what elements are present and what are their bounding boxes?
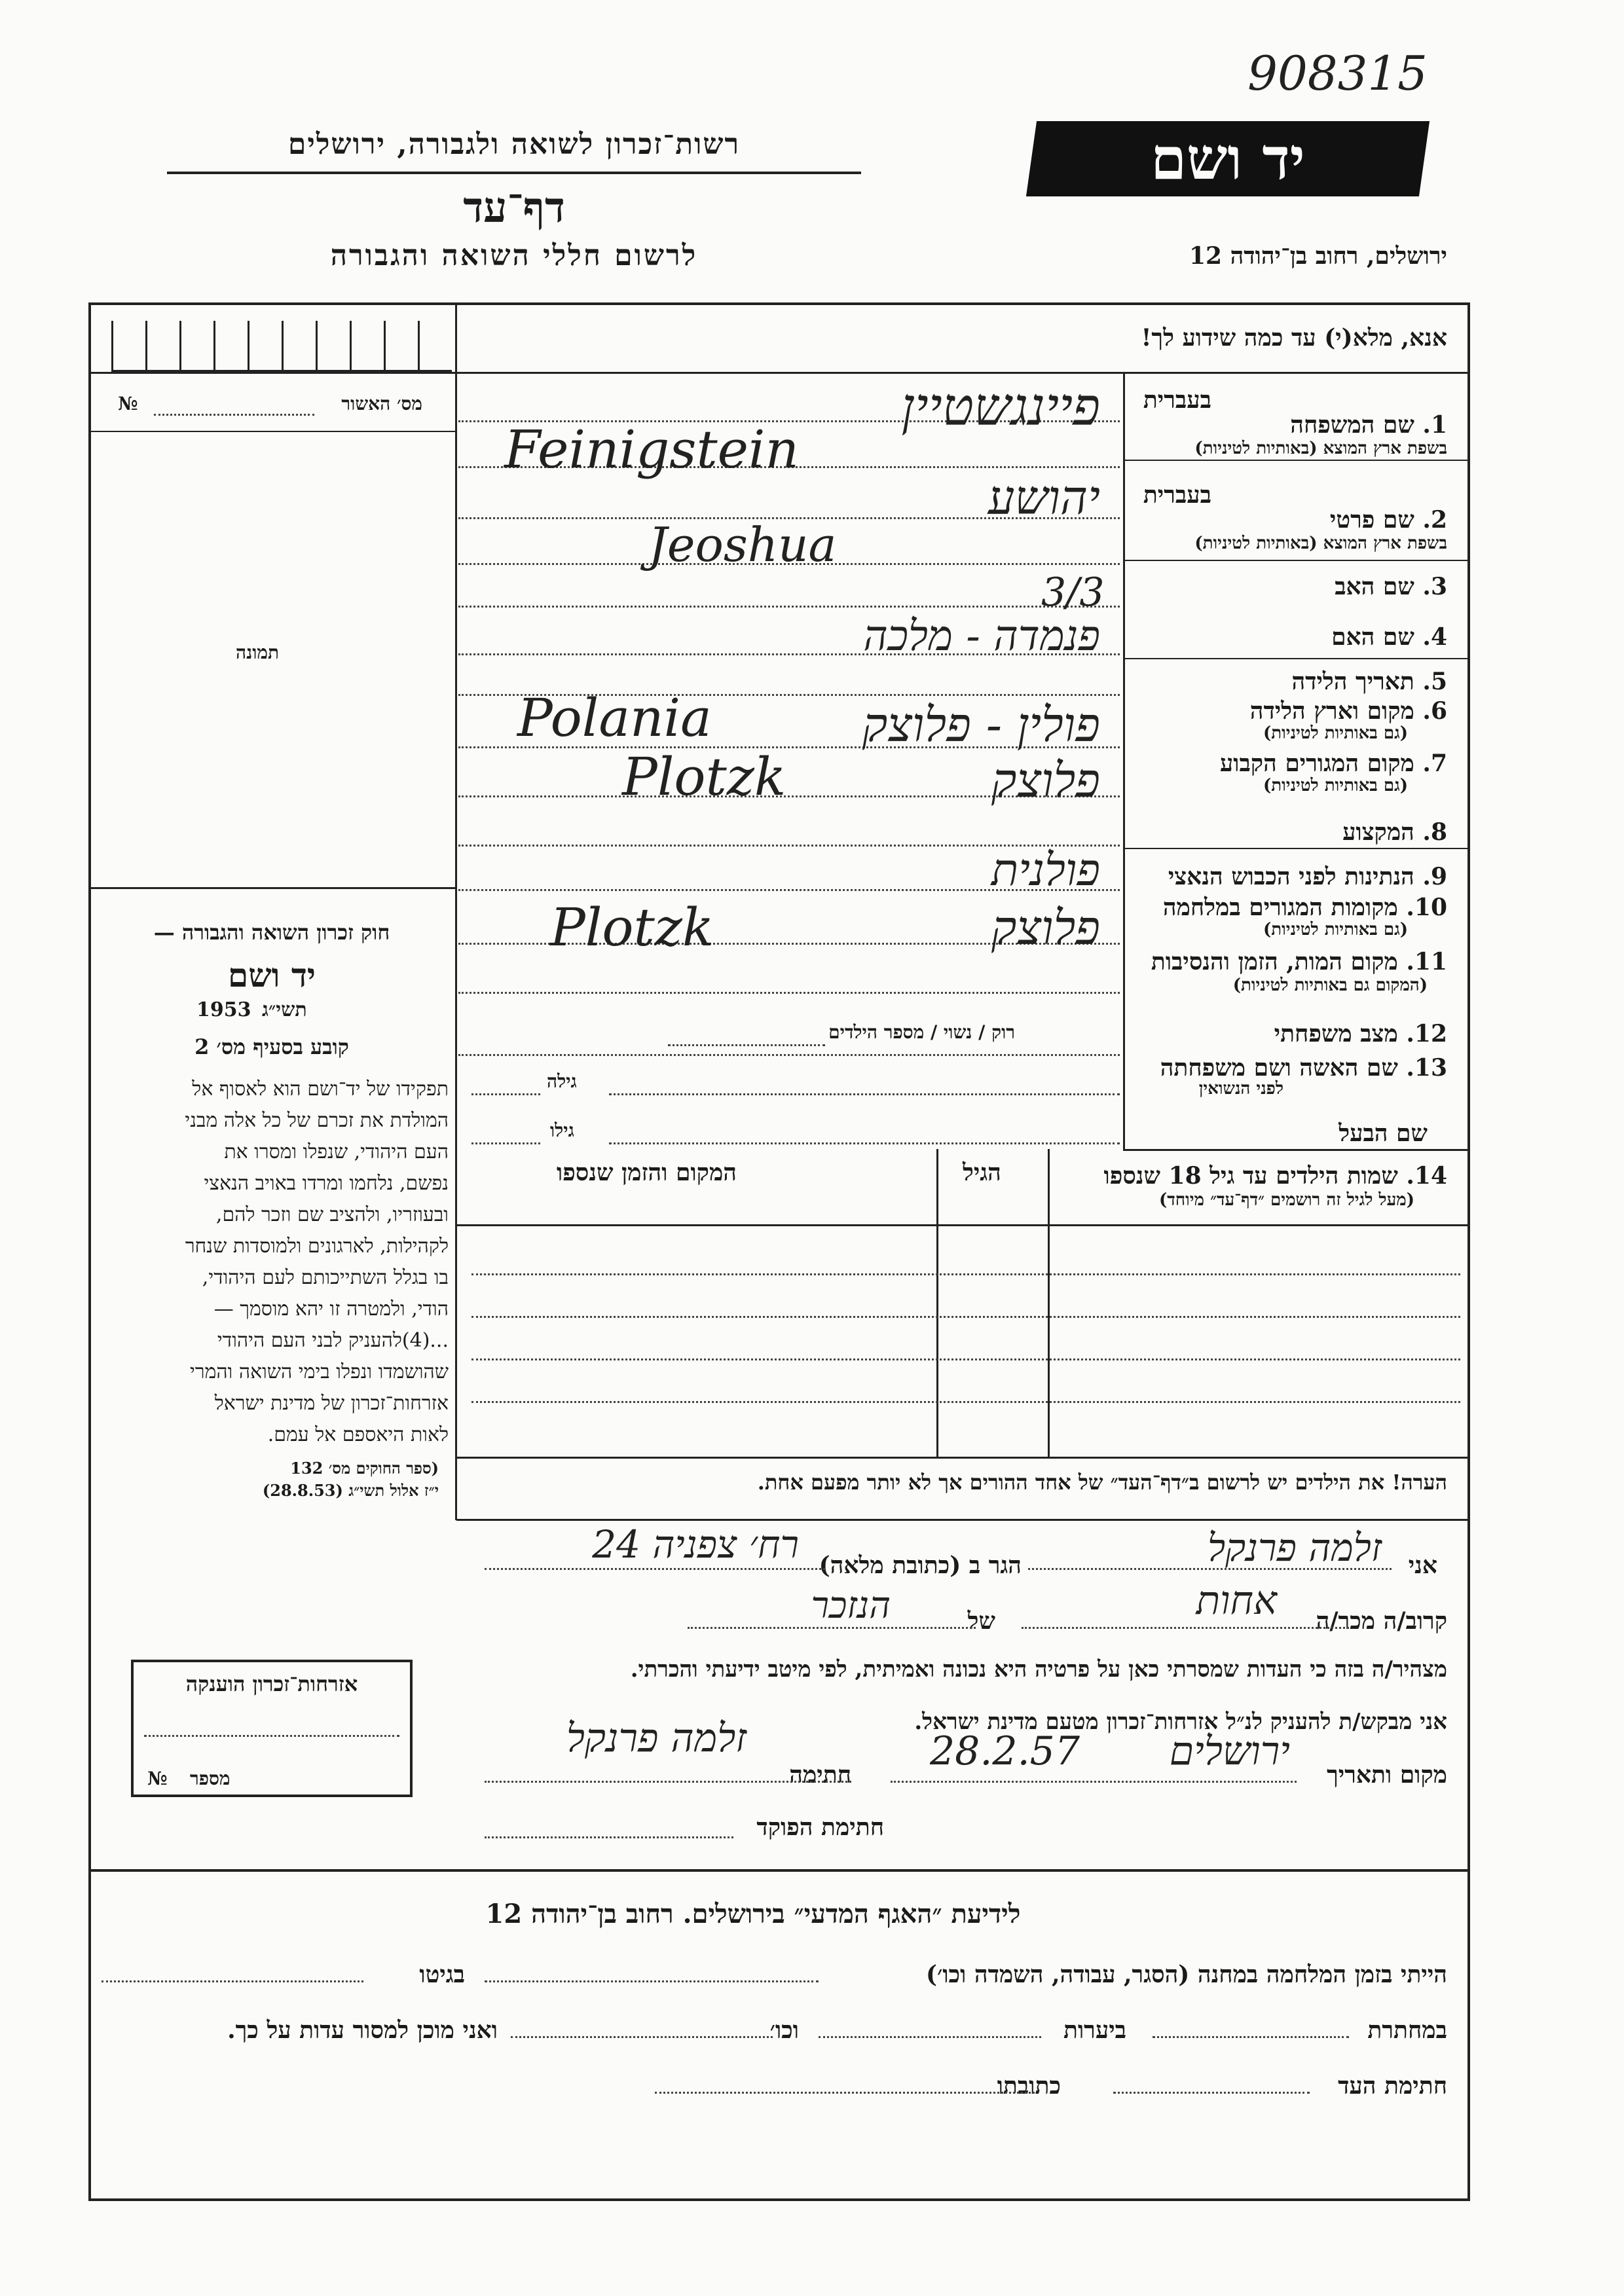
- bottom-line-2-fill-2: [819, 2036, 1041, 2038]
- field-11-sub: (המקום גם באותיות לטיניות): [1232, 975, 1428, 995]
- row-rule: [1123, 560, 1470, 561]
- relation-line: [1022, 1627, 1349, 1629]
- bottom-line-2b: ביערות: [1063, 2016, 1126, 2044]
- note-rule: [456, 1519, 1470, 1521]
- law-body: [95, 1074, 449, 1451]
- header-authority: רשות־זכרון לשואה ולגבורה, ירושלים: [287, 128, 741, 161]
- bottom-line-2-fill-3: [511, 2036, 773, 2038]
- field-11-line: [458, 992, 1120, 994]
- in-hebrew-1: בעברית: [1143, 386, 1211, 414]
- law-ref-2: י״ז אלול תשי״ג (28.8.53): [262, 1481, 439, 1500]
- certificate-no-label: מס׳ האשור: [341, 393, 422, 414]
- field-13-line: [609, 1093, 1120, 1095]
- of-line: [688, 1627, 976, 1629]
- children-line: [471, 1273, 1460, 1275]
- husband-line: [609, 1142, 1120, 1144]
- husband-age-label: גילו: [550, 1120, 574, 1141]
- note-text: הערה! את הילדים יש לרשום ב״דף־העד״ של אחד ההורים אך לא יותר מפעם אחת.: [757, 1470, 1447, 1495]
- field-8-label: 8. המקצוע: [1342, 818, 1447, 846]
- field-1-heb-value: פיינגשטיין: [901, 376, 1100, 437]
- bottom-line-2c: וכו׳: [769, 2016, 799, 2044]
- law-line: המולדת את זכרם של כל אלה מבני: [185, 1109, 449, 1132]
- husband-age-line: [471, 1142, 540, 1144]
- bottom-line-1b: בגיטו: [419, 1961, 465, 1988]
- field-12-rule: [458, 1054, 1120, 1056]
- of-value: הנזכר: [811, 1584, 891, 1627]
- declarant-name: זלמה פרנקל: [1207, 1525, 1382, 1570]
- in-hebrew-2: בעברית: [1143, 481, 1211, 509]
- law-line: העם היהודי, שנפלו ומסרו את: [224, 1140, 449, 1163]
- bottom-line-3b: כתובתו: [997, 2072, 1061, 2100]
- yad-vashem-logo: [1026, 121, 1430, 196]
- official-signature-line: [485, 1836, 733, 1838]
- field-5-label: 5. תאריך הלידה: [1291, 668, 1447, 695]
- relation-value: אחות: [1196, 1578, 1277, 1624]
- husband-label: שם הבעל: [1338, 1120, 1428, 1147]
- law-line: אזרחות־זכרון של מדינת ישראל: [214, 1392, 449, 1415]
- field-6-lat-value: Polania: [517, 687, 712, 748]
- certificate-no-line: [154, 414, 314, 416]
- declarant-address: רח׳ צפניה 24: [592, 1522, 799, 1567]
- field-13-age-line: [471, 1093, 540, 1095]
- place-date-label: מקום ותאריך: [1327, 1761, 1447, 1789]
- law-year-heb: תשי״ג: [262, 998, 307, 1021]
- field-10-heb-value: פלוצק: [991, 900, 1100, 955]
- form-title: דף־עד: [463, 183, 565, 232]
- declarant-prefix: אני: [1408, 1552, 1437, 1579]
- intro-rule: [88, 372, 1470, 374]
- bottom-line-2d: ואני מוכן למסור עדות על כך.: [227, 2016, 498, 2044]
- bottom-line-2a: במחתרת: [1367, 2016, 1447, 2044]
- tick-boxes: [111, 321, 452, 372]
- citizenship-line: [144, 1735, 399, 1737]
- field-1-sub: בשפת ארץ המוצא (באותיות לטיניות): [1194, 439, 1447, 458]
- bottom-line-3-fill-2: [655, 2092, 1035, 2094]
- place-date-line: [891, 1781, 1297, 1783]
- field-13-age-label: גילה: [547, 1070, 577, 1092]
- bottom-line-3a: חתימת העד: [1338, 2072, 1447, 2100]
- field-11-label: 11. מקום המות, הזמן והנסיבות: [1151, 948, 1447, 975]
- law-line: תפקידו של יד־ושם הוא לאסוף אל: [192, 1078, 449, 1101]
- row-rule: [1123, 848, 1470, 849]
- field-7-sub: (גם באותיות לטיניות): [1263, 776, 1408, 795]
- field-6-label: 6. מקום וארץ הלידה: [1249, 697, 1447, 725]
- law-line: ...(4)להעניק לבני העם היהודי: [217, 1329, 449, 1352]
- field-3-label: 3. שם האב: [1335, 573, 1447, 600]
- certificate-no-sign: №: [118, 393, 138, 414]
- field-10-lat-value: Plotzk: [550, 897, 714, 958]
- official-signature-label: חתימת הפוקד: [756, 1813, 884, 1841]
- declarant-address-line: [485, 1568, 825, 1570]
- row-rule: [1123, 658, 1470, 659]
- law-line: לאות היאספם אל עמם.: [267, 1423, 449, 1446]
- bottom-line-1-fill: [485, 1980, 819, 1982]
- field-9-value: פולנית: [991, 845, 1100, 896]
- law-line: נפשם, נלחמו ומרדו באויב הנאצי: [204, 1172, 449, 1195]
- field-3-line: [458, 606, 1120, 608]
- field-1-label: 1. שם המשפחה: [1290, 411, 1447, 439]
- form-subtitle: לרשום חללי השואה והגבורה: [330, 239, 698, 272]
- certificate-rule: [88, 431, 456, 432]
- field-13-label: 13. שם האשה ושם משפחתה: [1160, 1054, 1447, 1082]
- relation-label: קרוב/ה מכר/ה: [1316, 1607, 1447, 1635]
- citizenship-number-sign: №: [147, 1768, 168, 1789]
- children-line: [471, 1401, 1460, 1403]
- place-value: ירושלים: [1169, 1728, 1290, 1774]
- field-2-heb-value: יהושע: [987, 470, 1100, 525]
- field-9-label: 9. הנתינות לפני הכבוש הנאצי: [1168, 863, 1447, 890]
- citizenship-title: אזרחות־זכרון הוענקה: [185, 1671, 358, 1696]
- declaration-text: מצהיר/ה בזה כי העדות שמסרתי כאן על פרטיה היא נכונה ואמיתית, לפי מיטב ידיעתי והכרתי.: [630, 1656, 1447, 1683]
- children-col-divider: [1048, 1149, 1050, 1457]
- citizenship-box: [131, 1660, 413, 1797]
- children-col-divider: [936, 1149, 938, 1457]
- field-3-value: 3/3: [1041, 570, 1105, 615]
- field-2-sub: בשפת ארץ המוצא (באותיות לטיניות): [1194, 534, 1447, 553]
- field-7-heb-value: פלוצק: [991, 753, 1100, 808]
- field-2-label: 2. שם פרטי: [1329, 506, 1447, 534]
- children-col-age: הגיל: [963, 1159, 1001, 1186]
- bottom-rule: [88, 1869, 1470, 1872]
- date-value: 28.2.57: [930, 1728, 1080, 1774]
- archive-number: 908315: [1247, 46, 1428, 101]
- law-line: הודי, ולמטרה זו יהא מוסמך —: [213, 1298, 449, 1321]
- children-sub: (מעל לגיל זה רושמים ״דף־עד״ מיוחד): [1158, 1190, 1414, 1210]
- signature-value: זלמה פרנקל: [566, 1715, 747, 1761]
- children-line: [471, 1358, 1460, 1360]
- header-rule: [167, 172, 861, 174]
- field-13-sub: לפני הנשואין: [1198, 1079, 1283, 1099]
- field-10-sub: (גם באותיות לטיניות): [1263, 920, 1408, 939]
- photo-rule: [88, 887, 456, 889]
- field-12-value: רוק / נשוי / מספר הילדים: [828, 1021, 1015, 1043]
- field-12-label: 12. מצב משפחתי: [1274, 1020, 1447, 1048]
- bottom-line-2-fill: [1153, 2036, 1349, 2038]
- header-address: ירושלים, רחוב בן־יהודה 12: [1189, 242, 1447, 270]
- law-line: לקהילות, לארגונים ולמוסדות שנחר: [185, 1235, 449, 1258]
- citizenship-number-label: מספר: [190, 1768, 231, 1789]
- law-line: שהושמדו ונפלו בימי השואה והמרי: [189, 1360, 449, 1383]
- law-year: 1953: [196, 998, 251, 1021]
- declarant-address-label: הגר ב (כתובת מלאה): [819, 1552, 1022, 1579]
- field-7-label: 7. מקום המגורים הקבוע: [1219, 750, 1447, 777]
- law-line: ובעוזריו, ולהציב שם וזכר להם,: [215, 1203, 449, 1226]
- law-name: יד ושם: [228, 956, 316, 994]
- field-6-heb-value: פולין - פלוצק: [862, 697, 1100, 752]
- law-ref-1: (ספר החוקים מס׳ 132: [290, 1459, 439, 1478]
- law-line: בו בגלל השתייכותם לעם היהודי,: [202, 1266, 449, 1289]
- signature-label: חתימה: [789, 1761, 851, 1789]
- field-4-label: 4. שם האם: [1331, 623, 1447, 651]
- field-6-sub: (גם באותיות לטיניות): [1263, 723, 1408, 743]
- field-10-label: 10. מקומות המגורים במלחמה: [1162, 894, 1447, 921]
- children-label: 14. שמות הילדים עד גיל 18 שנספו: [1103, 1162, 1447, 1190]
- children-col-place: המקום והזמן שנספו: [557, 1159, 737, 1186]
- field-4-value: פנמדה - מלכה: [863, 612, 1100, 661]
- labels-column-divider: [1123, 373, 1125, 1149]
- field-2-lat-value: Jeoshua: [648, 517, 837, 572]
- request-text: אני מבקש/ת להעניק לנ״ל אזרחות־זכרון מטעם מדינת ישראל.: [914, 1709, 1447, 1735]
- row-rule: [1123, 460, 1470, 461]
- photo-label: תמונה: [236, 642, 280, 663]
- law-title: חוק זכרון השואה והגבורה —: [153, 920, 390, 945]
- children-line: [471, 1316, 1460, 1318]
- signature-line: [485, 1781, 851, 1783]
- children-header-rule: [456, 1224, 1470, 1226]
- intro-line: אנא, מלא(י) עד כמה שידוע לך!: [1141, 324, 1447, 352]
- field-12-line: [668, 1044, 825, 1046]
- of-label: של: [967, 1607, 995, 1635]
- bottom-line-3-fill: [1113, 2092, 1310, 2094]
- field-7-lat-value: Plotzk: [622, 746, 786, 807]
- logo-text: יד ושם: [1151, 124, 1305, 192]
- field-1-lat-value: Feinigstein: [504, 419, 800, 480]
- bottom-line-1-fill-2: [101, 1980, 363, 1982]
- law-clause: קובע בסעיף מס׳ 2: [194, 1034, 349, 1059]
- bottom-line-1a: הייתי בזמן המלחמה במחנה (הסגר, עבודה, השמדה וכו׳): [926, 1961, 1447, 1988]
- bottom-title: לידיעת ״האגף המדעי״ בירושלים. רחוב בן־יהודה 12: [485, 1899, 1021, 1929]
